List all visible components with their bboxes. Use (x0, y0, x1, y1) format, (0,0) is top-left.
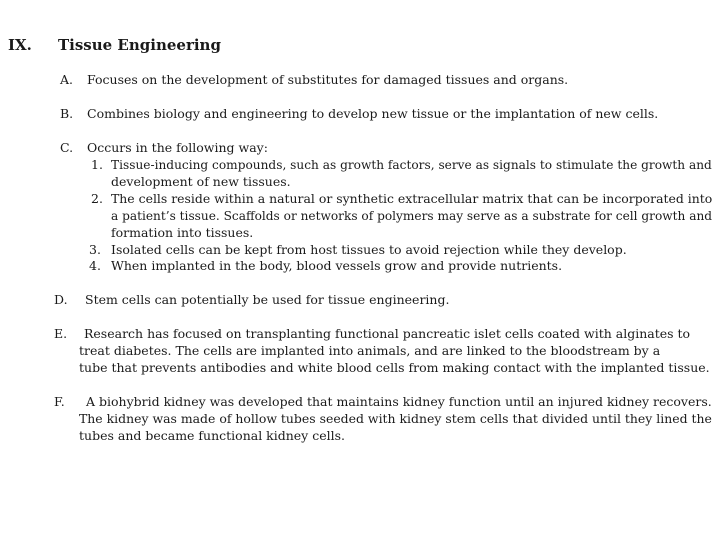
subitem-3-line-1: Isolated cells can be kept from host tissues to avoid rejection while they develop. (111, 242, 627, 257)
subitem-4-line-1: When implanted in the body, blood vessels grow and provide nutrients. (111, 258, 563, 273)
item-c-label: C. (60, 140, 74, 155)
item-e-line-2: treat diabetes. The cells are implanted into animals, and are linked to the bloodstream by a (79, 343, 661, 358)
item-d-label: D. (54, 292, 68, 307)
subitem-1-num: 1. (91, 157, 103, 172)
item-a-text: Focuses on the development of substitutes for damaged tissues and organs. (87, 72, 569, 87)
item-f-label: F. (54, 394, 65, 409)
item-b-text: Combines biology and engineering to develop new tissue or the implantation of new cells. (87, 106, 659, 121)
item-e-line-3: tube that prevents antibodies and white blood cells from making contact with the implanted tissue. (79, 360, 710, 375)
item-f-line-1: A biohybrid kidney was developed that maintains kidney function until an injured kidney recovers. (86, 394, 712, 409)
subitem-1-line-1: Tissue-inducing compounds, such as growth factors, serve as signals to stimulate the growth and (111, 157, 712, 172)
subitem-1-line-2: development of new tissues. (111, 174, 291, 189)
subitem-4-num: 4. (89, 258, 101, 273)
item-f-line-2: The kidney was made of hollow tubes seeded with kidney stem cells that divided until they lined the (79, 411, 712, 426)
subitem-2-line-2: a patient’s tissue. Scaffolds or networks of polymers may serve as a substrate for cell growth and (111, 208, 713, 223)
item-d-text: Stem cells can potentially be used for tissue engineering. (85, 292, 450, 307)
item-e-label: E. (54, 326, 68, 341)
subitem-2-line-1: The cells reside within a natural or synthetic extracellular matrix that can be incorporated into (111, 191, 713, 206)
subitem-3-num: 3. (89, 242, 101, 257)
subitem-2-line-3: formation into tissues. (111, 225, 254, 240)
item-b-label: B. (60, 106, 74, 121)
item-a-label: A. (60, 72, 74, 87)
section-numeral: IX. (8, 36, 32, 54)
item-f-line-3: tubes and became functional kidney cells. (79, 428, 346, 443)
subitem-2-num: 2. (91, 191, 103, 206)
page-title: Tissue Engineering (58, 36, 221, 54)
item-c-text: Occurs in the following way: (87, 140, 268, 155)
item-e-line-1: Research has focused on transplanting functional pancreatic islet cells coated with alginates to (84, 326, 691, 341)
